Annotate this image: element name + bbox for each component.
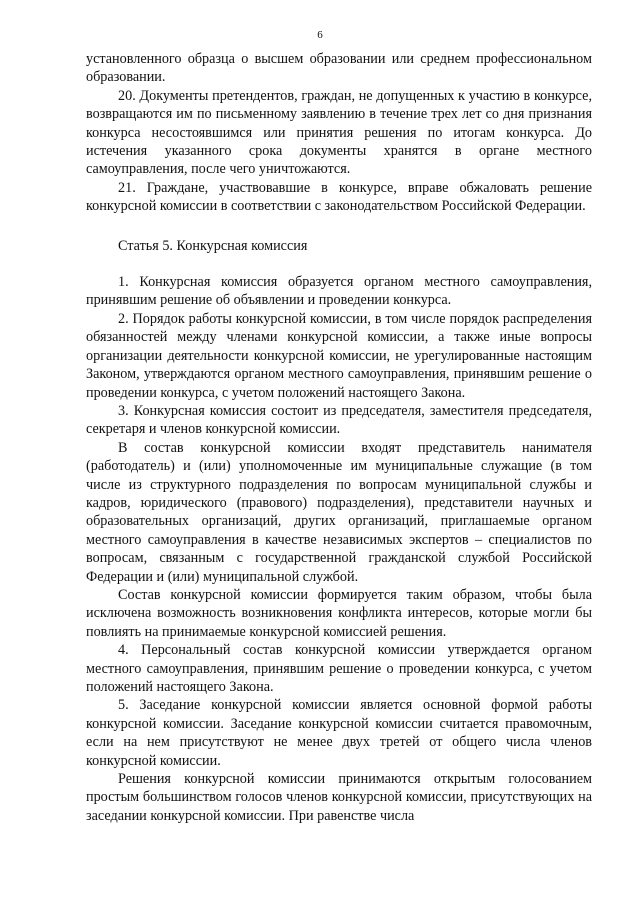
article-5-item-5-decisions: Решения конкурсной комиссии принимаются открытым голосованием простым большинством голосов членов конкурсной комиссии, присутствующих на заседании конкурсной комиссии. При равенстве числа — [86, 771, 592, 824]
article-5-item-2: 2. Порядок работы конкурсной комиссии, в том числе порядок распределения обязанностей между членами конкурсной комиссии, а также иные вопросы организации деятельности конкурсной комиссии, не урегулированные настоящим Законом, утверждаются органом местного самоуправления, принявшим решение о проведении конкурса, с учетом положений настоящего Закона. — [86, 310, 592, 401]
article-5-item-3-conflict: Состав конкурсной комиссии формируется таким образом, чтобы была исключена возможность возникновения конфликта интересов, которые могли бы повлиять на принимаемые конкурсной комиссией решения. — [86, 586, 592, 640]
article-5-item-4: 4. Персональный состав конкурсной комиссии утверждается органом местного самоуправления, принявшим решение о проведении конкурса, с учетом положений настоящего Закона. — [86, 642, 592, 695]
paragraph-20: 20. Документы претендентов, граждан, не допущенных к участию в конкурсе, возвращаются им по письменному заявлению в течение трех лет со дня признания конкурса несостоявшимся или принятия решения по итогам конкурса. До истечения указанного срока документы хранятся в органе местного самоуправления, после чего уничтожаются. — [86, 87, 592, 178]
document-body — [86, 50, 592, 825]
article-5-item-3-composition: В состав конкурсной комиссии входят представитель нанимателя (работодатель) и (или) уполномоченные им муниципальные служащие (в том числе из структурного подразделения по вопросам муниципальной службы и кадров, юридического (правового) подразделения), представители научных и образовательных организаций, других организаций, приглашаемые органом местного самоуправления в качестве независимых экспертов – специалистов по вопросам, связанным с государственной гражданской службой Российской Федерации и (или) муниципальной службой. — [86, 439, 592, 585]
spacer — [86, 216, 592, 237]
spacer — [86, 255, 592, 273]
paragraph-21: 21. Граждане, участвовавшие в конкурсе, вправе обжаловать решение конкурсной комиссии в соответствии с законодательством Российской Федерации. — [86, 179, 592, 215]
paragraph-continuation: установленного образца о высшем образовании или среднем профессиональном образовании. — [86, 51, 592, 86]
article-5-item-1: 1. Конкурсная комиссия образуется органом местного самоуправления, принявшим решение об объявлении и проведении конкурса. — [86, 274, 592, 309]
article-5-item-5: 5. Заседание конкурсной комиссии является основной формой работы конкурсной комиссии. Заседание конкурсной комиссии считается правомочным, если на нем присутствуют не менее двух третей от общего числа членов конкурсной комиссии. — [86, 697, 592, 769]
page-number: 6 — [317, 29, 323, 41]
article-5-item-3: 3. Конкурсная комиссия состоит из председателя, заместителя председателя, секретаря и членов конкурсной комиссии. — [86, 402, 592, 438]
article-5-heading: Статья 5. Конкурсная комиссия — [118, 237, 308, 254]
